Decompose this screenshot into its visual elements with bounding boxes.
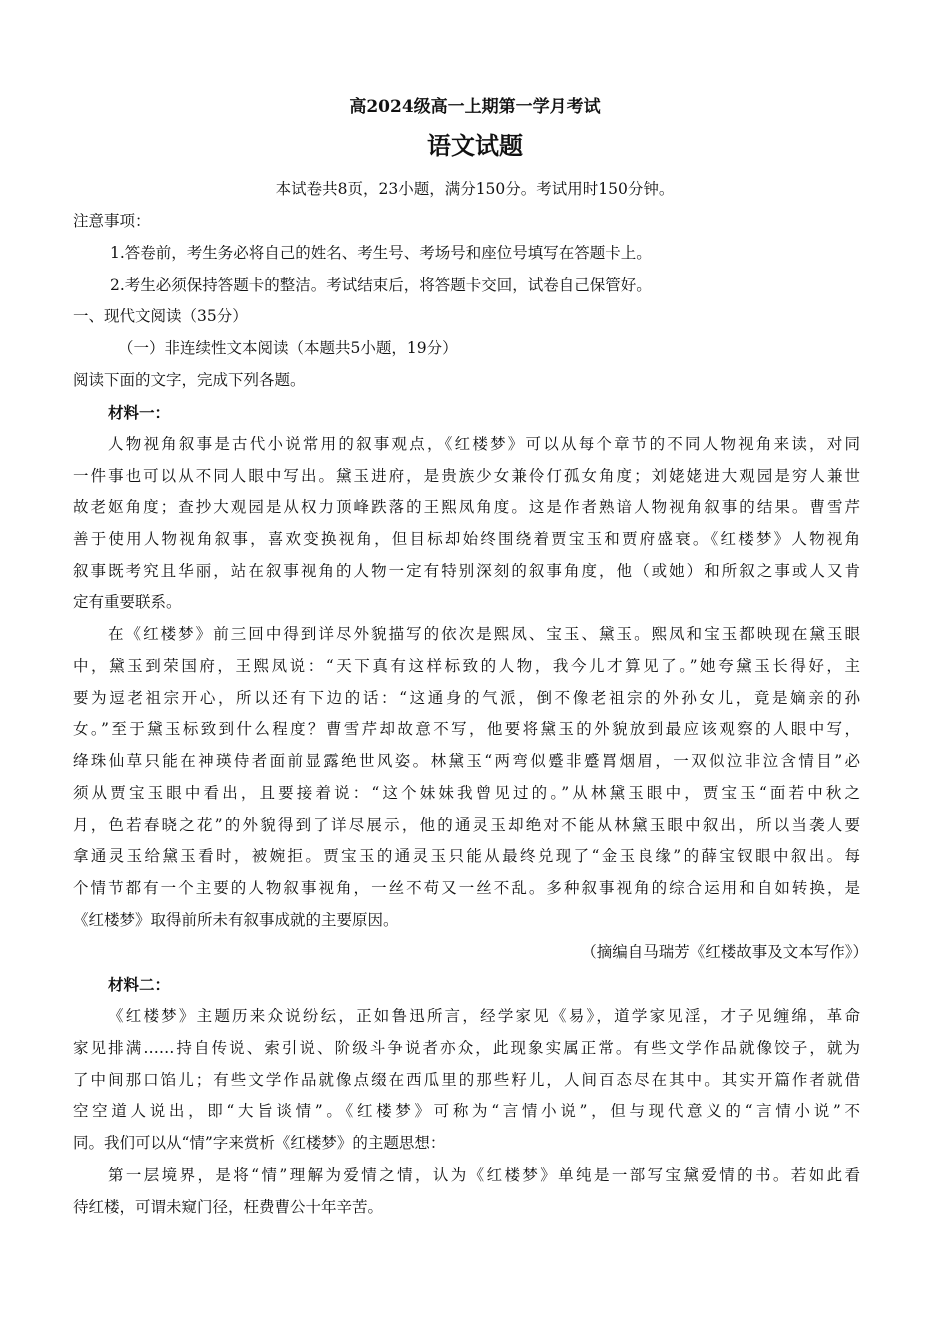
paragraph-line: 待红楼，可谓未窥门径，枉费曹公十年辛苦。 [73,1198,384,1216]
material-label: 材料二： [108,975,171,994]
paragraph-line: 空空道人说出，即“大旨谈情”。《红楼梦》可称为“言情小说”，但与现代意义的“言情小说”不 [73,1102,860,1120]
source-citation: （摘编自马瑞芳《红楼故事及文本写作》） [581,943,868,961]
paragraph-line: 人物视角叙事是古代小说常用的叙事观点，《红楼梦》可以从每个章节的不同人物视角来读，对同 [108,435,860,453]
paragraph-line: 定有重要联系。 [73,593,182,611]
section-heading: 一、现代文阅读（35分） [73,307,248,325]
exam-title: 高2024级高一上期第一学月考试 [349,97,601,117]
exam-info: 本试卷共8页，23小题，满分150分。考试用时150分钟。 [275,180,675,198]
paragraph-line: 叙事既考究且华丽，站在叙事视角的人物一定有特别深刻的叙事角度，他（或她）和所叙之事或人又肯 [73,562,860,580]
paragraph-line: 《红楼梦》取得前所未有叙事成就的主要原因。 [73,911,399,929]
paragraph-line: 在《红楼梦》前三回中得到详尽外貌描写的依次是熙凤、宝玉、黛玉。熙凤和宝玉都映现在黛玉眼 [108,625,860,643]
subject-title: 语文试题 [427,131,523,160]
paragraph-line: 拿通灵玉给黛玉看时，被婉拒。贾宝玉的通灵玉只能从最终兑现了“金玉良缘”的薛宝钗眼中叙出。每 [73,847,860,865]
instruction: 阅读下面的文字，完成下列各题。 [73,371,306,389]
paragraph-line: 了中间那口馅儿；有些文学作品就像点缀在西瓜里的那些籽儿，人间百态尽在其中。其实开篇作者就借 [73,1071,860,1089]
paragraph-line: 月，色若春晓之花”的外貌得到了详尽展示，他的通灵玉却绝对不能从林黛玉眼中叙出，所以当袭人要 [73,816,860,834]
paragraph-line: 要为逗老祖宗开心，所以还有下边的话：“这通身的气派，倒不像老祖宗的外孙女儿，竟是嫡亲的孙 [73,689,860,707]
paragraph-line: 须从贾宝玉眼中看出，且要接着说：“这个妹妹我曾见过的。”从林黛玉眼中，贾宝玉“面若中秋之 [73,784,860,802]
paragraph-line: 第一层境界，是将“情”理解为爱情之情，认为《红楼梦》单纯是一部写宝黛爱情的书。若如此看 [108,1166,860,1184]
paragraph-line: 个情节都有一个主要的人物叙事视角，一丝不苟又一丝不乱。多种叙事视角的综合运用和自如转换，是 [73,879,860,897]
subsection-heading: （一）非连续性文本阅读（本题共5小题，19分） [118,339,458,357]
paragraph-line: 故老妪角度；查抄大观园是从权力顶峰跌落的王熙凤角度。这是作者熟谙人物视角叙事的结果。曹雪芹 [73,498,860,516]
notice-item: 1.答卷前，考生务必将自己的姓名、考生号、考场号和座位号填写在答题卡上。 [110,244,652,262]
notice-heading: 注意事项： [73,212,151,230]
paragraph-line: 家见排满……持自传说、索引说、阶级斗争说者亦众，此现象实属正常。有些文学作品就像饺子，就为 [73,1039,860,1057]
paragraph-line: 一件事也可以从不同人眼中写出。黛玉进府，是贵族少女兼伶仃孤女角度；刘姥姥进大观园是穷人兼世 [73,467,860,485]
paragraph-line: 绛珠仙草只能在神瑛侍者面前显露绝世风姿。林黛玉“两弯似蹙非蹙罥烟眉，一双似泣非泣含情目”必 [73,752,860,770]
paragraph-line: 善于使用人物视角叙事，喜欢变换视角，但目标却始终围绕着贾宝玉和贾府盛衰。《红楼梦》人物视角 [73,530,860,548]
paragraph-line: 女。”至于黛玉标致到什么程度？曹雪芹却故意不写，他要将黛玉的外貌放到最应该观察的人眼中写， [73,720,860,738]
paragraph-line: 中，黛玉到荣国府，王熙凤说：“天下真有这样标致的人物，我今儿才算见了。”她夸黛玉长得好，主 [73,657,860,675]
paragraph-line: 同。我们可以从“情”字来赏析《红楼梦》的主题思想： [73,1134,446,1152]
notice-item: 2.考生必须保持答题卡的整洁。考试结束后，将答题卡交回，试卷自己保管好。 [110,276,652,294]
paragraph-line: 《红楼梦》主题历来众说纷纭，正如鲁迅所言，经学家见《易》，道学家见淫，才子见缠绵，革命 [108,1007,860,1025]
material-label: 材料一： [108,403,171,422]
